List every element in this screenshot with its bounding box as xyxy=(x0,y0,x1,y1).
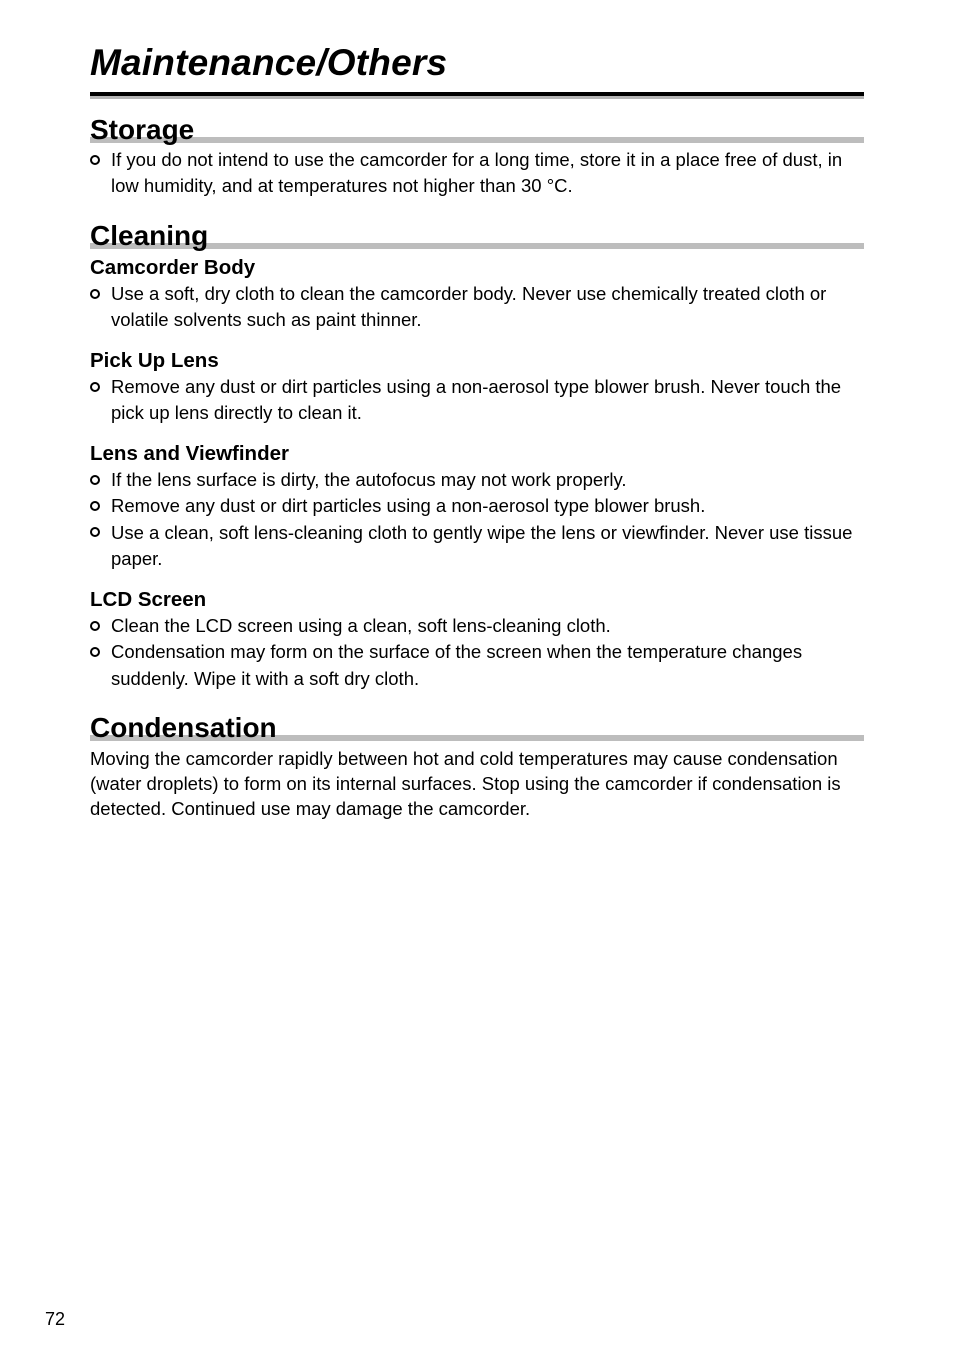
list-item xyxy=(90,467,864,493)
subheading-lcd-screen: LCD Screen xyxy=(90,588,207,611)
subheading-pick-up-lens: Pick Up Lens xyxy=(90,349,219,372)
list-item xyxy=(90,493,864,519)
subheading-lens-and-viewfinder: Lens and Viewfinder xyxy=(90,442,289,465)
bullet-text: If the lens surface is dirty, the autofocus may not work properly. xyxy=(111,469,627,490)
bullet-circle-icon xyxy=(90,155,100,165)
bullet-text: Condensation may form on the surface of the screen when the temperature changes suddenly. Wipe it with a soft dry cloth. xyxy=(111,641,803,689)
bullet-text: Use a clean, soft lens-cleaning cloth to gently wipe the lens or viewfinder. Never use tissue paper. xyxy=(111,521,853,569)
bullet-text: If you do not intend to use the camcorder for a long time, store it in a place free of dust, in low humidity, and at temperatures not higher than 30 °C. xyxy=(111,149,843,197)
page-number: 72 xyxy=(45,1309,66,1329)
storage-list xyxy=(90,147,864,200)
bullet-circle-icon xyxy=(90,475,100,485)
bullet-circle-icon xyxy=(90,621,100,631)
bullet-circle-icon xyxy=(90,647,100,657)
title-rule-shadow xyxy=(90,96,864,99)
lcd-screen-list xyxy=(90,613,864,692)
camcorder-body-list xyxy=(90,281,864,334)
pick-up-lens-list xyxy=(90,374,864,427)
bullet-circle-icon xyxy=(90,382,100,392)
page-title: Maintenance/Others xyxy=(90,42,448,83)
bullet-circle-icon xyxy=(90,527,100,537)
section-heading-storage: Storage xyxy=(90,114,195,145)
bullet-circle-icon xyxy=(90,289,100,299)
lens-viewfinder-list xyxy=(90,467,864,572)
section-storage-header xyxy=(90,107,864,143)
section-heading-cleaning: Cleaning xyxy=(90,220,209,251)
section-condensation-header xyxy=(90,705,864,741)
bullet-text: Remove any dust or dirt particles using a non-aerosol type blower brush. xyxy=(111,495,706,517)
section-cleaning-header xyxy=(90,213,864,249)
bullet-text: Clean the LCD screen using a clean, soft lens-cleaning cloth. xyxy=(111,615,611,636)
list-item xyxy=(90,613,864,639)
section-rule xyxy=(90,137,864,143)
list-item xyxy=(90,520,864,573)
section-heading-condensation: Condensation xyxy=(90,712,277,743)
bullet-text: Remove any dust or dirt particles using a non-aerosol type blower brush. Never touch the pick up lens directly to clean it. xyxy=(111,376,842,424)
condensation-paragraph: Moving the camcorder rapidly between hot and cold temperatures may cause condensation (water droplets) to form on its internal surfaces. Stop using the camcorder if condensation is detected. Continued use may damage the camcorder. xyxy=(90,748,841,819)
bullet-text: Use a soft, dry cloth to clean the camcorder body. Never use chemically treated cloth or volatile solvents such as paint thinner. xyxy=(111,283,827,331)
list-item xyxy=(90,281,864,334)
subheading-camcorder-body: Camcorder Body xyxy=(90,256,256,279)
list-item xyxy=(90,639,864,692)
bullet-circle-icon xyxy=(90,501,100,511)
list-item xyxy=(90,147,864,200)
list-item xyxy=(90,374,864,427)
